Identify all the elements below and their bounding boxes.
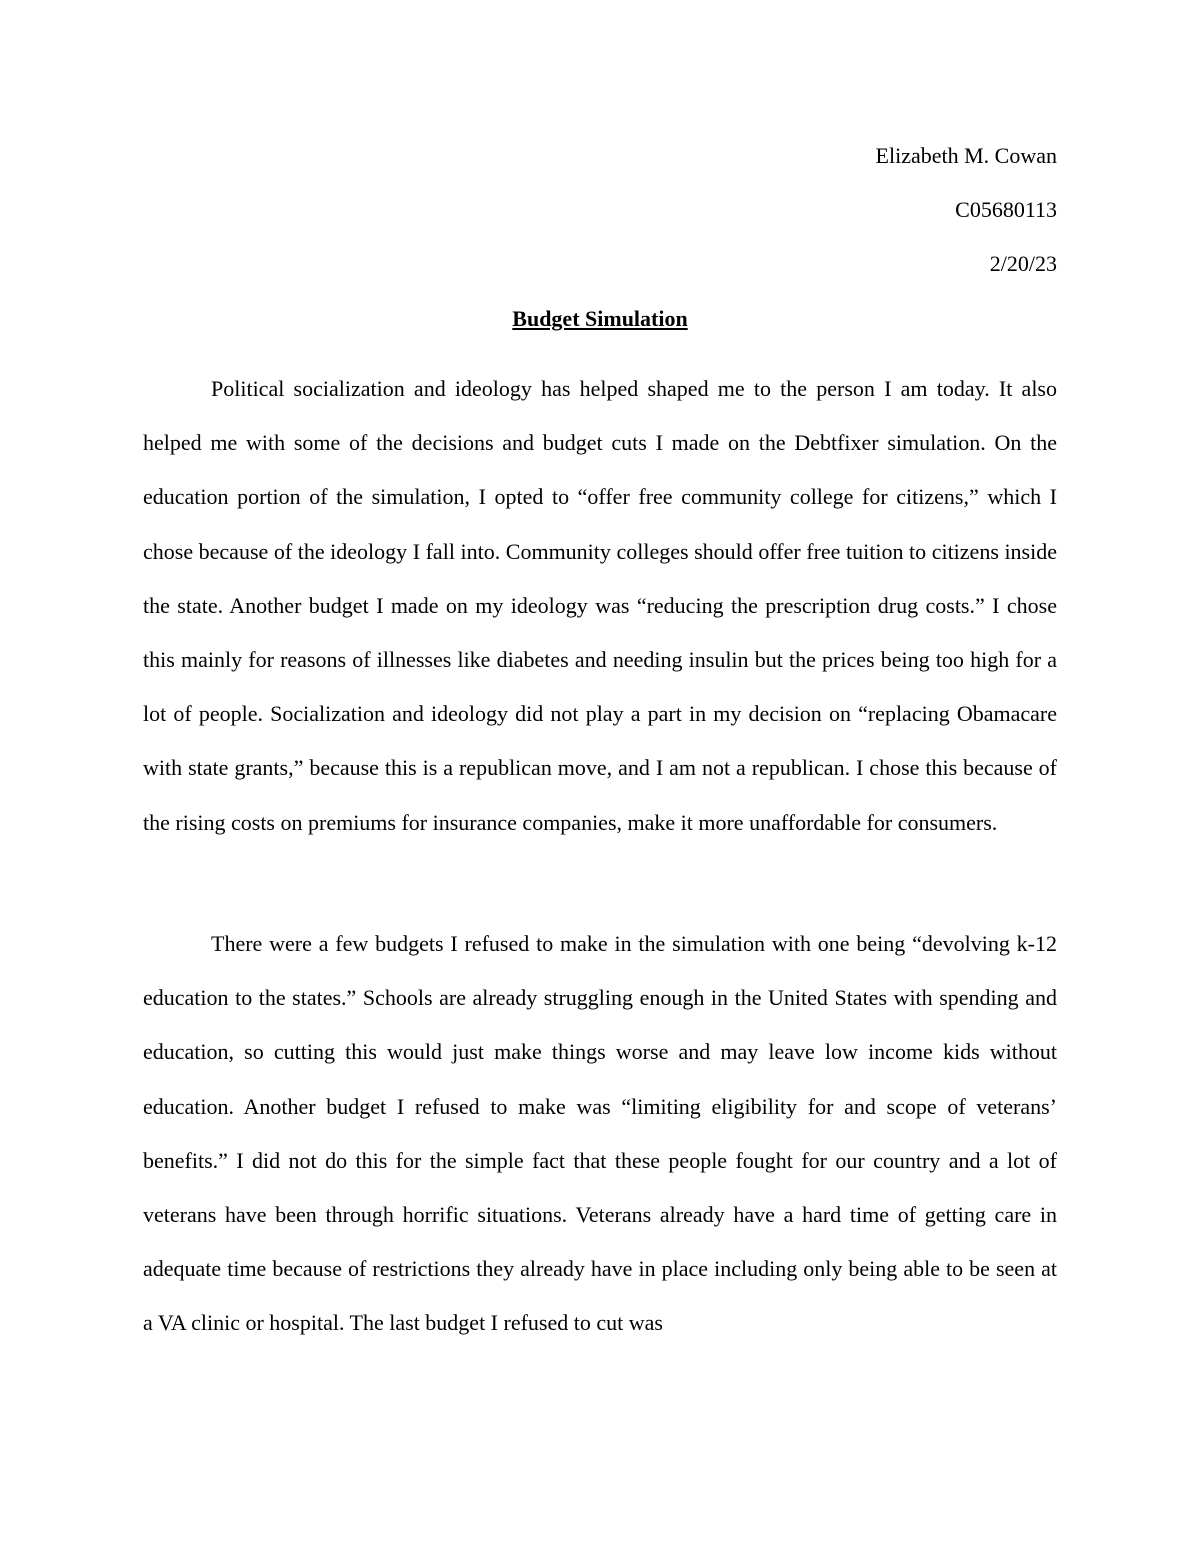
body-paragraph: There were a few budgets I refused to make in the simulation with one being “devolving k-12 education to the states.” Schools are already struggling enough in the United States with spending and education, so cutting this would just make things worse and may leave low income kids without education. Another budget I refused to make was “limiting eligibility for and scope of veterans’ benefits.” I did not do this for the simple fact that these people fought for our country and a lot of veterans have been through horrific situations. Veterans already have a hard time of getting care in adequate time because of restrictions they already have in place including only being able to be seen at a VA clinic or hospital. The last budget I refused to cut was — [143, 931, 1057, 1336]
document-date: 2/20/23 — [989, 251, 1057, 276]
body-paragraph: Political socialization and ideology has helped shaped me to the person I am today. It also helped me with some of the decisions and budget cuts I made on the Debtfixer simulation. On the education portion of the simulation, I opted to “offer free community college for citizens,” which I chose because of the ideology I fall into. Community colleges should offer free tuition to citizens inside the state. Another budget I made on my ideology was “reducing the prescription drug costs.” I chose this mainly for reasons of illnesses like diabetes and needing insulin but the prices being too high for a lot of people. Socialization and ideology did not play a part in my decision on “replacing Obamacare with state grants,” because this is a republican move, and I am not a republican. I chose this because of the rising costs on premiums for insurance companies, make it more unaffordable for consumers. — [143, 376, 1057, 835]
author-name: Elizabeth M. Cowan — [875, 143, 1057, 168]
student-id: C05680113 — [955, 197, 1057, 222]
document-title: Budget Simulation — [512, 306, 688, 331]
